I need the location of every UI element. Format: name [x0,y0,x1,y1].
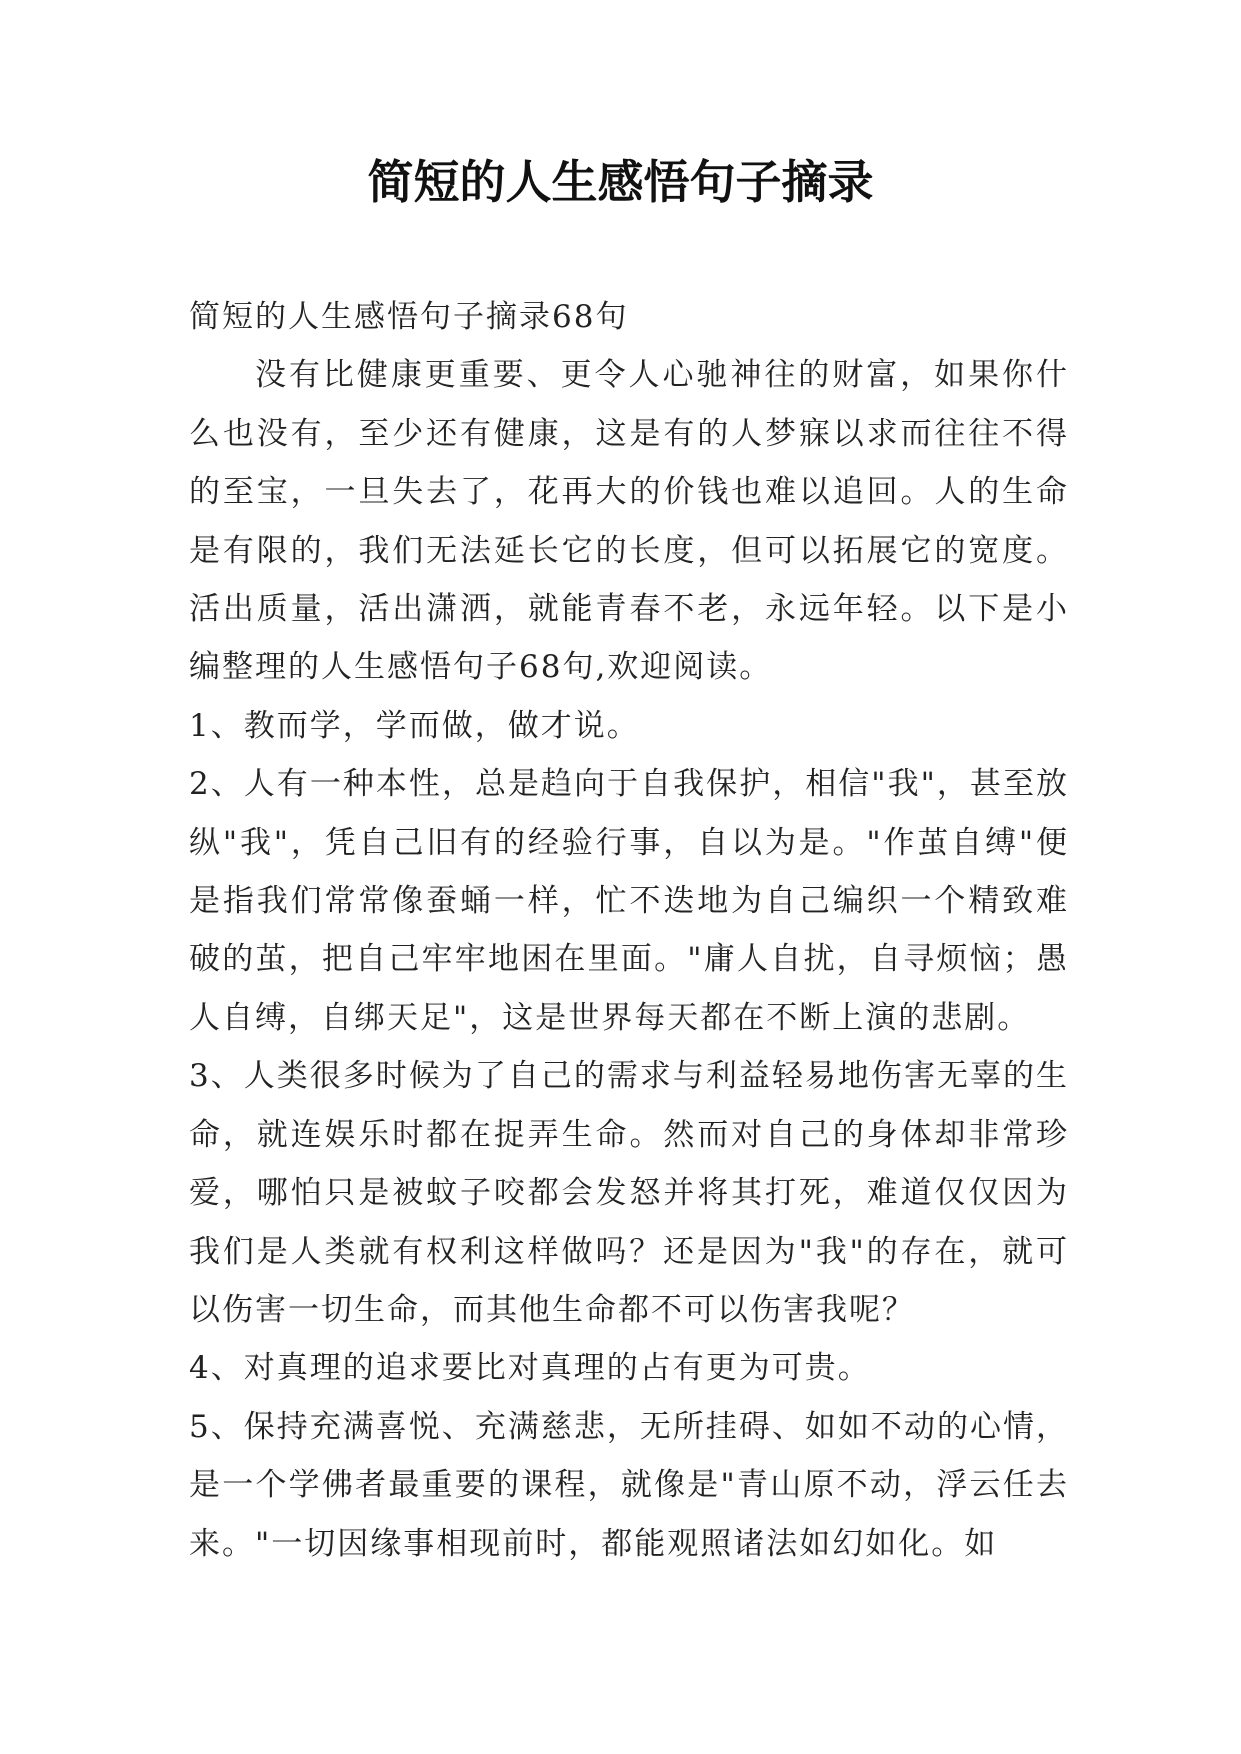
document-title: 简短的人生感悟句子摘录 [367,155,874,209]
paragraph-intro: 没有比健康更重要、更令人心驰神往的财富，如果你什么也没有，至少还有健康，这是有的人梦寐以求而往往不得的至宝，一旦失去了，花再大的价钱也难以追回。人的生命是有限的，我们无法延长它的长度，但可以拓展它的宽度。活出质量，活出潇洒，就能青春不老，永远年轻。以下是小编整理的人生感悟句子68句,欢迎阅读。 [189,357,1069,686]
paragraph-item-2: 2、人有一种本性，总是趋向于自我保护，相信"我"，甚至放纵"我"，凭自己旧有的经验行事，自以为是。"作茧自缚"便是指我们常常像蚕蛹一样，忙不迭地为自己编织一个精致难破的茧，把自己牢牢地困在里面。"庸人自扰，自寻烦恼；愚人自缚，自绑天足"，这是世界每天都在不断上演的悲剧。 [189,766,1069,1036]
paragraph-item-4: 4、对真理的追求要比对真理的占有更为可贵。 [189,1350,871,1387]
paragraph-subtitle: 简短的人生感悟句子摘录68句 [189,299,629,335]
document-body [189,288,1069,1573]
paragraph-item-3: 3、人类很多时候为了自己的需求与利益轻易地伤害无辜的生命，就连娱乐时都在捉弄生命。然而对自己的身体却非常珍爱，哪怕只是被蚊子咬都会发怒并将其打死，难道仅仅因为我们是人类就有权利这样做吗？还是因为"我"的存在，就可以伤害一切生命，而其他生命都不可以伤害我呢？ [189,1058,1069,1328]
paragraph-item-5: 5、保持充满喜悦、充满慈悲，无所挂碍、如如不动的心情，是一个学佛者最重要的课程，就像是"青山原不动，浮云任去来。"一切因缘事相现前时，都能观照诸法如幻如化。如 [189,1408,1069,1562]
paragraph-item-1: 1、教而学，学而做，做才说。 [189,707,640,744]
